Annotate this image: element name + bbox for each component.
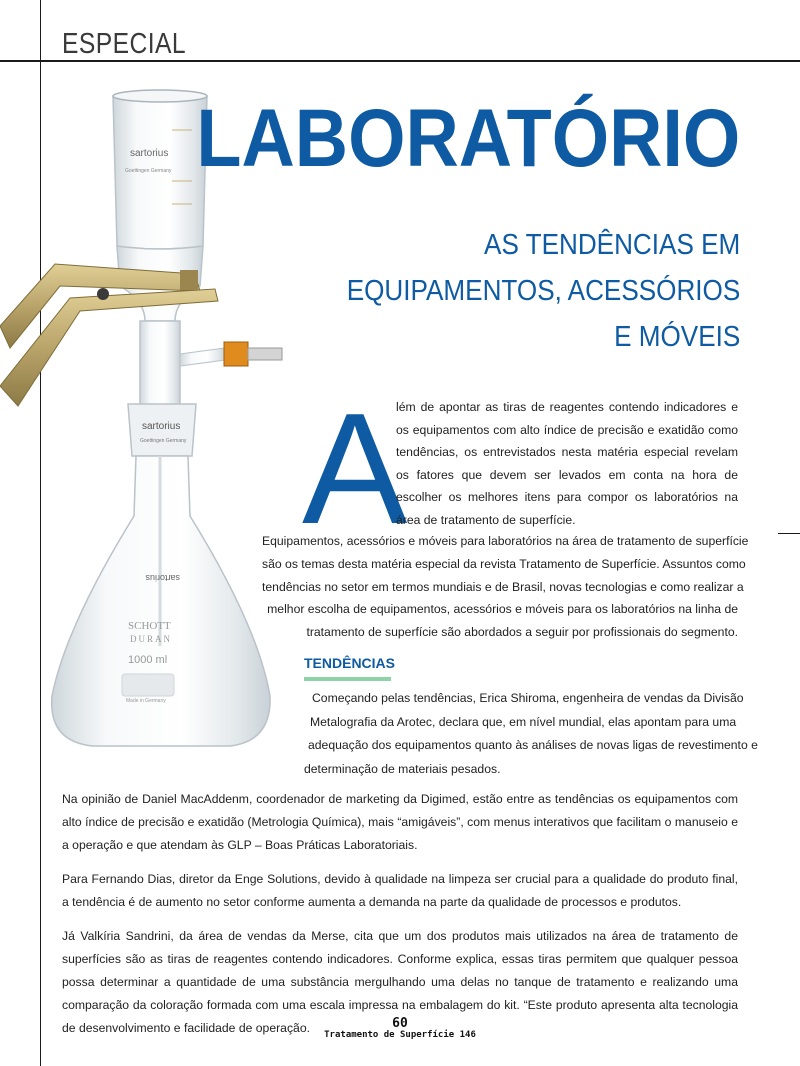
paragraph-line: melhor escolha de equipamentos, acessórios e móveis para os laboratórios na linha de (267, 602, 738, 617)
flask-volume-label: 1000 ml (128, 654, 168, 666)
body-paragraph: Já Valkíria Sandrini, da área de vendas da Merse, cita que um dos produtos mais utilizados na área de tratamento de superfícies são as tiras de reagentes contendo indicadores. Conforme explica, essas tiras permitem que qualquer pessoa possa determinar a quantidade de uma substância mergulhando uma delas no tanque de tratamento e realizando uma comparação da coloração formada com uma escala impressa na embalagem do kit. “Este produto apresenta alta tecnologia de desenvolvimento e facilidade de operação. (62, 929, 738, 1035)
publication-footer: Tratamento de Superfície 146 (324, 1030, 476, 1040)
heading-underline (304, 677, 391, 681)
subtitle (346, 222, 740, 360)
flask-brand-label: sartorius (145, 573, 180, 583)
drop-cap: A (302, 381, 408, 557)
subtitle-line: EQUIPAMENTOS, ACESSÓRIOS (346, 275, 740, 307)
paragraph-line: adequação dos equipamentos quanto às análises de novas ligas de revestimento e (308, 738, 758, 752)
body-paragraph: Na opinião de Daniel MacAddenm, coordenador de marketing da Digimed, estão entre as tendências os equipamentos com alto índice de precisão e exatidão (Metrologia Química), mais “amigáveis”, com menus interativos que facilitam o manuseio e a operação e que atendam às GLP – Boas Práticas Laboratoriais. (62, 792, 738, 852)
flask-made-label: Made in Germany (126, 698, 166, 704)
flask-series-label: DURAN (130, 634, 173, 644)
body-text (62, 788, 738, 1051)
funnel-origin-label: Goettingen Germany (125, 168, 172, 174)
trends-paragraph (304, 687, 758, 781)
filtration-flask-photo (0, 86, 290, 766)
section-heading: TENDÊNCIAS (304, 655, 396, 671)
subtitle-line: E MÓVEIS (613, 321, 740, 353)
section-label: ESPECIAL (62, 28, 186, 60)
paragraph-line: são os temas desta matéria especial da revista Tratamento de Superfície. Assuntos como (262, 556, 746, 571)
intro-paragraph: lém de apontar as tiras de reagentes contendo indicadores e os equipamentos com alto índice de precisão e exatidão como tendências, os entrevistados nesta matéria especial revelam os fatores que devem ser levados em conta na hora de escolher os melhores itens para compor os laboratórios na área de tratamento de superfície. (396, 400, 738, 527)
paragraph-line: Equipamentos, acessórios e móveis para laboratórios na área de tratamento de superfície (262, 534, 749, 548)
funnel-brand-label: sartorius (130, 148, 169, 159)
header-rule (0, 60, 800, 62)
subtitle-line: AS TENDÊNCIAS EM (483, 229, 740, 261)
joint-origin-label: Goettingen Germany (140, 438, 187, 444)
paragraph-line: tratamento de superfície são abordados a seguir por profissionais do segmento. (306, 625, 738, 640)
paragraph-line: Metalografia da Arotec, declara que, em nível mundial, elas apontam para uma (310, 714, 737, 729)
lead-paragraph (262, 530, 749, 644)
joint-brand-label: sartorius (142, 421, 181, 432)
page-title: LABORATÓRIO (196, 93, 740, 184)
flask-maker-label: SCHOTT (128, 620, 171, 632)
paragraph-line: tendências no setor em termos mundiais e de Brasil, novas tecnologias e como realizar a (262, 579, 744, 594)
page-number: 60 (392, 1016, 408, 1031)
right-margin-tick (778, 533, 800, 534)
paragraph-line: determinação de materiais pesados. (304, 761, 501, 776)
paragraph-line: Começando pelas tendências, Erica Shiroma, engenheira de vendas da Divisão (312, 691, 744, 705)
body-paragraph: Para Fernando Dias, diretor da Enge Solutions, devido à qualidade na limpeza ser crucial para a qualidade do produto final, a tendência é de aumento no setor conforme aumenta a demanda na parte da qualidade de processos e produtos. (62, 872, 738, 909)
